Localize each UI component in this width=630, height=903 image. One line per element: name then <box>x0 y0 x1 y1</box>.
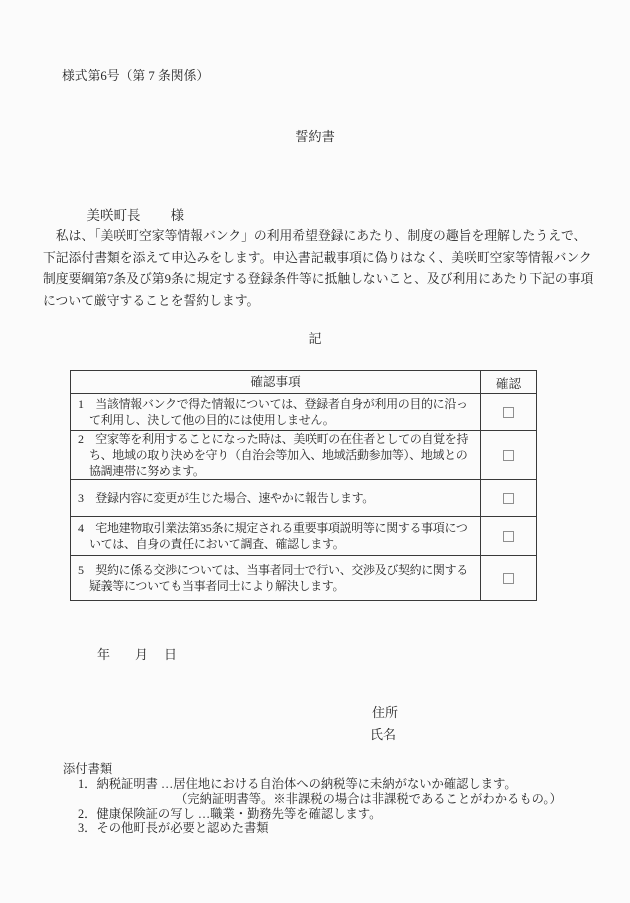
table-header-row <box>71 371 536 393</box>
confirmation-item-text <box>71 556 481 600</box>
check-cell <box>481 431 536 479</box>
attachment-note: （完納証明書等。※非課税の場合は非課税であることがわかるもの。） <box>175 791 562 806</box>
attachment-item: 2．健康保険証の写し …職業・勤務先等を確認します。 <box>78 806 382 821</box>
date-day-label: 日 <box>164 647 178 662</box>
column-header-items: 確認事項 <box>71 371 481 393</box>
confirmation-item-text <box>71 480 481 516</box>
item-line: 3 登録内容に変更が生じた場合、速やかに報告します。 <box>78 490 374 505</box>
item-line: いては、自身の責任において調査、確認します。 <box>89 537 345 551</box>
confirmation-table <box>70 370 537 601</box>
attachment-item: 3．その他町長が必要と認めた書類 <box>78 821 269 836</box>
checkbox-icon <box>503 531 514 542</box>
name-label: 氏名 <box>370 727 397 742</box>
date-line <box>97 644 177 663</box>
checkbox-icon <box>503 573 514 584</box>
paragraph-line: 私は、「美咲町空家等情報バンク」の利用希望登録にあたり、制度の趣旨を理解したうえで、 <box>43 229 587 243</box>
checkbox-icon <box>503 493 514 504</box>
table-row <box>71 393 536 430</box>
attachment-item: 1．納税証明書 …居住地における自治体への納税等に未納がないか確認します。 <box>78 777 517 791</box>
attachments-section <box>63 762 562 836</box>
confirmation-item-text <box>71 517 481 555</box>
confirmation-item-text <box>71 431 481 479</box>
check-cell <box>481 517 536 555</box>
paragraph-line: 制度要綱第7条及び第9条に規定する登録条件等に抵触しないこと、及び利用にあたり下記の事項 <box>43 272 594 287</box>
item-line: て利用し、決して他の目的には使用しません。 <box>89 413 335 427</box>
checkbox-icon <box>503 450 514 461</box>
attachments-heading: 添付書類 <box>63 762 113 776</box>
check-cell <box>481 556 536 600</box>
address-label: 住所 <box>372 705 399 720</box>
date-year-label: 年 <box>97 647 111 662</box>
document-title: 誓約書 <box>295 129 335 144</box>
form-number: 様式第6号（第 7 条関係） <box>62 69 210 83</box>
column-header-check: 確認 <box>495 376 522 391</box>
attachments-list <box>63 777 562 836</box>
date-month-label: 月 <box>135 647 149 662</box>
check-cell <box>481 394 536 430</box>
pledge-paragraph <box>43 226 593 312</box>
item-line: ち、地域の取り決めを守り（自治会等加入、地域活動参加等）、地域との <box>89 447 468 462</box>
table-row <box>71 479 536 516</box>
item-line: 2 空家等を利用することになった時は、美咲町の在住者としての自覚を持 <box>78 431 469 446</box>
addressee-name: 美咲町長 <box>86 208 141 223</box>
item-line: 1 当該情報バンクで得た情報については、登録者自身が利用の目的に沿っ <box>78 396 468 411</box>
paragraph-line: について厳守することを誓約します。 <box>43 293 260 308</box>
table-row <box>71 430 536 479</box>
note-marker: 記 <box>308 331 322 346</box>
addressee-honorific: 様 <box>170 208 184 223</box>
item-line: 協調連帯に努めます。 <box>89 464 205 479</box>
table-row <box>71 555 536 600</box>
checkbox-icon <box>503 407 514 418</box>
confirmation-item-text <box>71 394 481 430</box>
table-row <box>71 516 536 555</box>
item-line: 4 宅地建物取引業法第35条に規定される重要事項説明等に関する事項につ <box>78 520 468 535</box>
paragraph-line: 下記添付書類を添えて申込みをします。申込書記載事項に偽りはなく、美咲町空家等情報バンク <box>43 250 592 265</box>
item-line: 5 契約に係る交渉については、当事者同士で行い、交渉及び契約に関する <box>78 562 468 577</box>
item-line: 疑義等についても当事者同士により解決します。 <box>89 579 345 593</box>
check-cell <box>481 480 536 516</box>
